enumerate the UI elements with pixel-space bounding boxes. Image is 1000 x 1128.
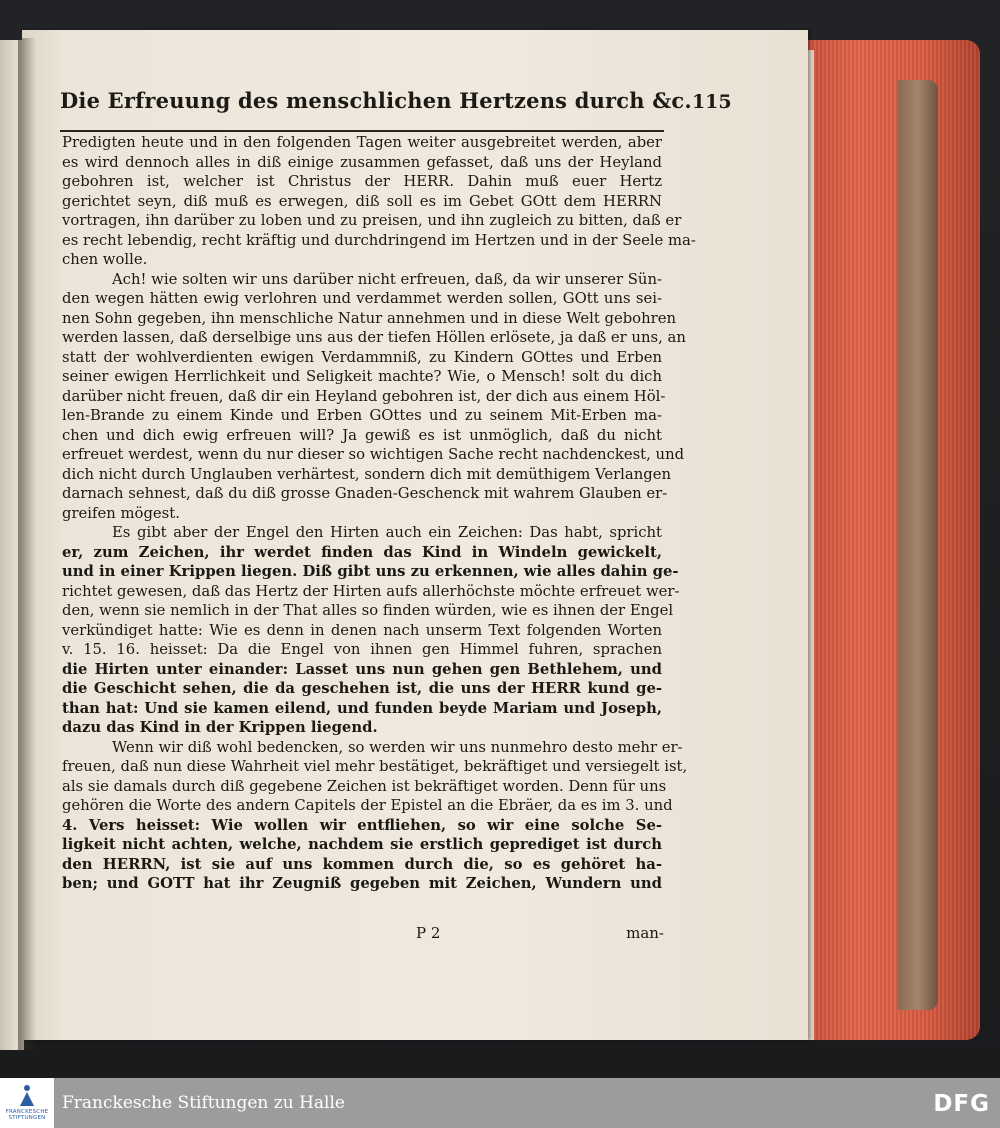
text-line: ligkeit nicht achten, welche, nachdem sie erstlich geprediget ist durch — [62, 836, 662, 853]
text-line: seiner ewigen Herrlichkeit und Seligkeit machte? Wie, o Mensch! solt du dich — [62, 368, 662, 385]
text-line: dich nicht durch Unglauben verhärtest, sondern dich mit demüthigem Verlangen — [62, 465, 671, 483]
text-line: Wenn wir diß wohl bedencken, so werden wir uns nunmehro desto mehr er- — [112, 738, 683, 756]
text-line: es wird dennoch alles in diß einige zusammen gefasset, daß uns der Heyland — [62, 153, 662, 171]
text-line: werden lassen, daß derselbige uns aus der tiefen Höllen erlösete, ja daß er uns, an — [62, 329, 686, 346]
text-line: den HERRN, ist sie auf uns kommen durch die, so es gehöret ha- — [62, 855, 662, 873]
book-cover-edge — [898, 80, 938, 1010]
text-line: gerichtet seyn, diß muß es erwegen, diß soll es im Gebet GOtt dem HERRN — [62, 192, 662, 210]
text-line: er, zum Zeichen, ihr werdet finden das Kind in Windeln gewickelt, — [62, 543, 662, 561]
running-head: Die Erfreuung des menschlichen Hertzens durch &c. — [60, 88, 692, 113]
logo-text: FRANCKESCHE STIFTUNGEN — [5, 1109, 49, 1121]
text-line: die Geschicht sehen, die da geschehen ist, die uns der HERR kund ge- — [62, 680, 662, 697]
text-line: Es gibt aber der Engel den Hirten auch ein Zeichen: Das habt, spricht — [112, 524, 662, 541]
text-line: und in einer Krippen liegen. Diß gibt uns zu erkennen, wie alles dahin ge- — [62, 563, 679, 580]
text-line: vortragen, ihn darüber zu loben und zu preisen, und ihn zugleich zu bitten, daß er — [62, 212, 682, 229]
page-footer — [60, 924, 664, 944]
text-line: darnach sehnest, daß du diß grosse Gnaden-Geschenck mit wahrem Glauben er- — [62, 485, 668, 502]
text-line: den wegen hätten ewig verlohren und verdammet werden sollen, GOtt uns sei- — [62, 290, 662, 307]
red-page-edges — [790, 40, 980, 1040]
text-line: than hat: Und sie kamen eilend, und funden beyde Mariam und Joseph, — [62, 699, 662, 717]
page-number: 115 — [691, 91, 732, 113]
text-line: freuen, daß nun diese Wahrheit viel mehr bestätiget, bekräftiget und versiegelt ist, — [62, 758, 688, 775]
text-line: ben; und GOTT hat ihr Zeugniß gegeben mit Zeichen, Wundern und — [62, 875, 662, 892]
text-line: den, wenn sie nemlich in der That alles so finden würden, wie es ihnen der Engel — [62, 602, 674, 619]
dfg-logo[interactable]: DFG — [933, 1091, 990, 1117]
text-line: als sie damals durch diß gegebene Zeichen ist bekräftiget worden. Denn für uns — [62, 777, 667, 795]
text-line: gebohren ist, welcher ist Christus der HERR. Dahin muß euer Hertz — [62, 173, 662, 190]
institution-name[interactable]: Franckesche Stiftungen zu Halle — [62, 1093, 345, 1113]
text-line: chen wolle. — [62, 251, 148, 268]
text-line: v. 15. 16. heisset: Da die Engel von ihnen gen Himmel fuhren, sprachen — [62, 641, 662, 658]
body-text — [62, 133, 696, 894]
text-line: statt der wohlverdienten ewigen Verdammniß, zu Kindern GOttes und Erben — [62, 348, 662, 366]
text-line: dazu das Kind in der Krippen liegend. — [62, 719, 378, 736]
text-line: greifen mögest. — [62, 504, 180, 522]
text-line: die Hirten unter einander: Lasset uns nun gehen gen Bethlehem, und — [62, 660, 662, 678]
institution-banner — [0, 1078, 1000, 1128]
text-line: chen und dich ewig erfreuen will? Ja gewiß es ist unmöglich, daß du nicht — [62, 426, 662, 444]
text-line: richtet gewesen, daß das Hertz der Hirten aufs allerhöchste möchte erfreuet wer- — [62, 582, 680, 600]
institution-logo[interactable] — [0, 1078, 54, 1128]
spine-shadow — [18, 38, 36, 1050]
text-line: verkündiget hatte: Wie es denn in denen nach unserm Text folgenden Worten — [62, 621, 662, 639]
header-rule — [60, 130, 664, 132]
text-line: es recht lebendig, recht kräftig und durchdringend im Hertzen und in der Seele ma- — [62, 231, 696, 249]
signature-mark: P 2 — [416, 924, 441, 942]
text-line: nen Sohn gegeben, ihn menschliche Natur annehmen und in diese Welt gebohren — [62, 309, 676, 327]
text-line: 4. Vers heisset: Wie wollen wir entfliehen, so wir eine solche Se- — [62, 816, 662, 834]
text-line: darüber nicht freuen, daß dir ein Heyland gebohren ist, der dich aus einem Höl- — [62, 387, 666, 405]
text-line: len-Brande zu einem Kinde und Erben GOttes und zu seinem Mit-Erben ma- — [62, 407, 662, 424]
text-line: gehören die Worte des andern Capitels der Epistel an die Ebräer, da es im 3. und — [62, 797, 673, 814]
text-line: Predigten heute und in den folgenden Tagen weiter ausgebreitet werden, aber — [62, 134, 662, 151]
catchword: man- — [626, 924, 664, 942]
text-line: Ach! wie solten wir uns darüber nicht erfreuen, daß, da wir unserer Sün- — [112, 270, 662, 288]
page-header — [60, 88, 732, 122]
foundation-logo-icon — [19, 1085, 35, 1107]
text-line: erfreuet werdest, wenn du nur dieser so wichtigen Sache recht nachdenckest, und — [62, 446, 685, 463]
